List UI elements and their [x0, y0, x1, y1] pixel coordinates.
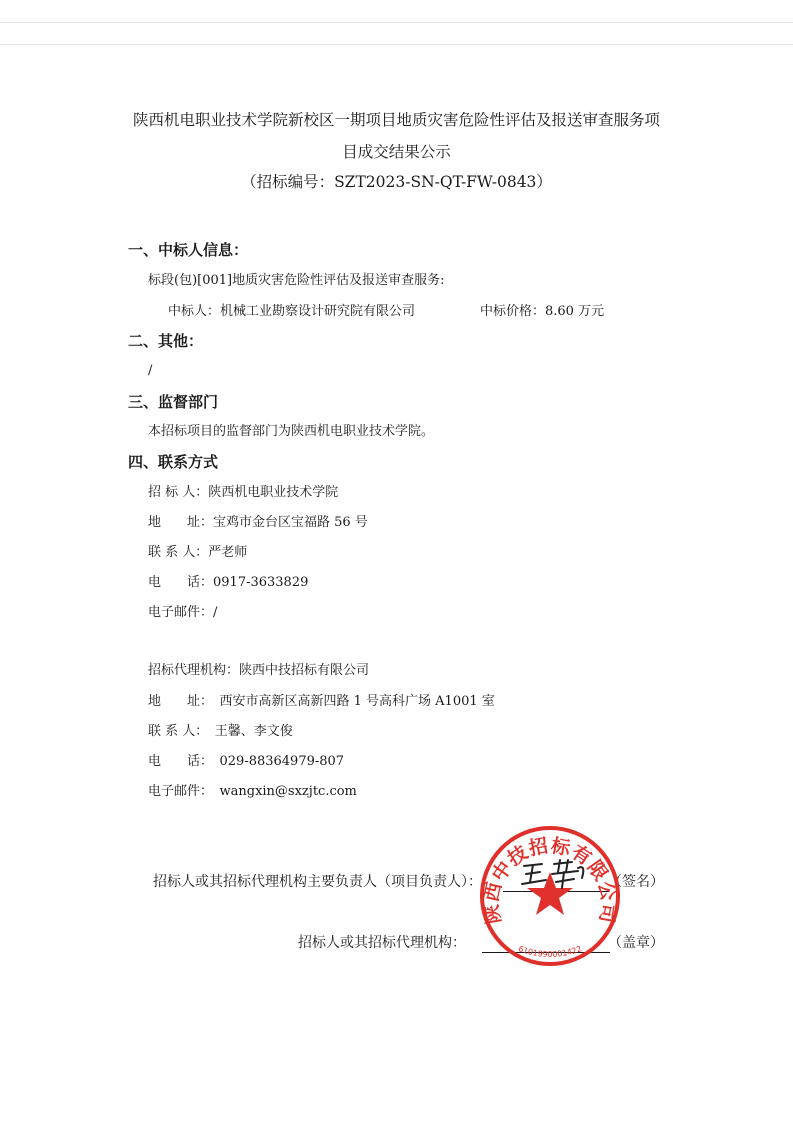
company-seal [478, 824, 622, 968]
handwritten-signature [520, 858, 600, 892]
other-content: / [148, 363, 153, 378]
tenderer-email: 电子邮件：/ [148, 605, 218, 620]
agency-address: 地 址： 西安市高新区高新四路 1 号高科广场 A1001 室 [148, 694, 495, 709]
scan-artifact-line [0, 44, 793, 45]
winner-name: 中标人：机械工业勘察设计研究院有限公司 [168, 304, 416, 319]
tenderer-name: 招 标 人：陕西机电职业技术学院 [148, 485, 339, 500]
seal-number: 6101990001422 [517, 944, 583, 959]
signature-line-label: 招标人或其招标代理机构主要负责人（项目负责人）： [153, 874, 482, 890]
lot-description: 标段(包)[001]地质灾害危险性评估及报送审查服务: [148, 273, 445, 288]
tenderer-address: 地 址：宝鸡市金台区宝福路 56 号 [148, 515, 368, 530]
winner-price: 中标价格：8.60 万元 [480, 304, 605, 319]
seal-company-text: 陕西中技招标有限公司 [480, 834, 620, 926]
agency-email: 电子邮件： wangxin@sxzjtc.com [148, 784, 357, 799]
seal-line-label: 招标人或其招标代理机构： [298, 935, 466, 951]
agency-phone: 电 话： 029-88364979-807 [148, 754, 345, 769]
doc-title-line1: 陕西机电职业技术学院新校区一期项目地质灾害危险性评估及报送审查服务项 [132, 111, 660, 129]
tenderer-phone: 电 话：0917-3633829 [148, 575, 309, 590]
doc-title-line2: 目成交结果公示 [342, 143, 451, 161]
signature-suffix: （签名） [608, 874, 664, 890]
section-contact-heading: 四、联系方式 [128, 453, 219, 471]
doc-tender-code: （招标编号：SZT2023-SN-QT-FW-0843） [241, 173, 552, 191]
agency-name: 招标代理机构：陕西中技招标有限公司 [148, 663, 370, 678]
section-other-heading: 二、其他： [128, 332, 204, 350]
agency-contact-person: 联 系 人： 王馨、李文俊 [148, 724, 293, 739]
seal-suffix: （盖章） [608, 935, 664, 951]
scan-artifact-line [0, 22, 793, 23]
supervision-content: 本招标项目的监督部门为陕西机电职业技术学院。 [148, 424, 435, 439]
section-winner-heading: 一、中标人信息： [128, 241, 249, 259]
tenderer-contact-person: 联 系 人：严老师 [148, 545, 248, 560]
section-supervision-heading: 三、监督部门 [128, 393, 219, 411]
